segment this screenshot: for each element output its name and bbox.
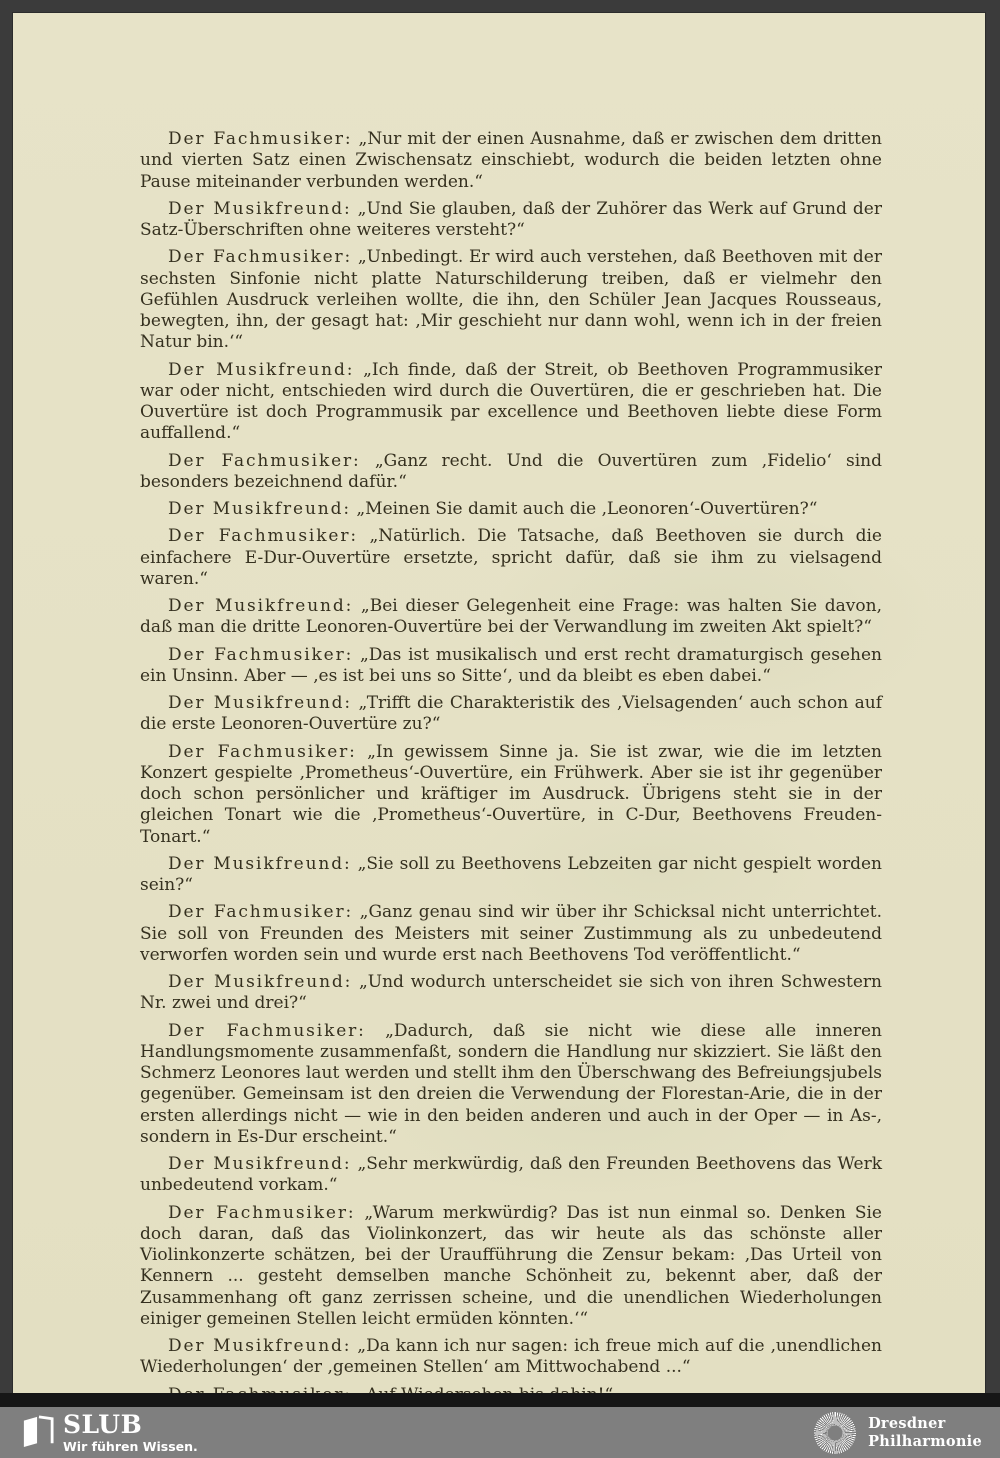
speaker-name: Der Musikfreund: [168,1336,352,1356]
speaker-name: Der Fachmusiker: [168,450,361,471]
speech-text: „Dadurch, daß sie nicht wie diese alle inneren Handlungsmomente zusammenfaßt, sondern die Handlung nur skizziert. Sie läßt den Schmerz Leonores laut werden und stellt ihm den Überschwang des Befreiungsjubels gegenüber. Gemeinsam ist den dreien die Verwendung der Florestan-Arie, die in der ersten allerdings nicht — wie in den beiden anderen und auch in der Oper — in As-, sondern in Es-Dur erscheint.“ [140,1020,882,1147]
dialogue-paragraph [140,451,882,494]
speech-text: „Bei dieser Gelegenheit eine Frage: was halten Sie davon, daß man die dritte Leonoren-Ouvertüre bei der Verwandlung im zweiten Akt spielt?“ [140,596,882,638]
dialogue-paragraph [140,1203,882,1331]
speech-text: „Ganz recht. Und die Ouvertüren zum ‚Fidelio‘ sind besonders bezeichnend dafür.“ [140,450,882,492]
dialogue-paragraph [140,854,882,897]
speech-text: „In gewissem Sinne ja. Sie ist zwar, wie die im letzten Konzert gespielte ‚Prometheus‘-Ouvertüre, ein Frühwerk. Aber sie ist ihr gegenüber doch schon persönlicher und kräftiger im Ausdruck. Übrigens steht sie in der gleichen Tonart wie die ‚Prometheus‘-Ouvertüre, in C-Dur, Beethovens Freuden-Tonart.“ [140,741,882,847]
dialogue-paragraph [140,247,882,353]
dialogue-paragraph [140,742,882,848]
speaker-name: Der Fachmusiker: [168,526,358,547]
speaker-name: Der Musikfreund: [168,499,351,519]
speaker-name: Der Fachmusiker: [168,1020,366,1041]
speaker-name: Der Musikfreund: [168,198,352,219]
speaker-name: Der Fachmusiker: [168,247,353,268]
speaker-name: Der Fachmusiker: [168,1202,356,1223]
slub-wordmark: SLUB [63,1409,143,1439]
dialogue-paragraph [140,1336,882,1379]
speaker-name: Der Musikfreund: [168,1154,352,1174]
speech-text: „Das ist musikalisch und erst recht dramaturgisch gesehen ein Unsinn. Aber — ‚es ist bei uns so Sitte‘, und da bleibt es eben dabei.“ [140,644,882,686]
speech-text: „Ganz genau sind wir über ihr Schicksal nicht unterrichtet. Sie soll von Freunden des Meisters mit seiner Zustimmung als zu unbedeutend verworfen worden sein und wurde erst nach Beethovens Tod veröffentlicht.“ [140,902,882,965]
speaker-name: Der Musikfreund: [168,972,353,992]
speaker-name: Der Fachmusiker: [168,129,353,149]
speaker-name: Der Musikfreund: [168,693,353,713]
slub-tagline: Wir führen Wissen. [63,1438,198,1454]
dialogue-paragraph [140,596,882,639]
scan-bottom-strip [0,1393,1000,1407]
dresdner-philharmonie-logo[interactable] [814,1412,982,1454]
dialogue-paragraph [140,499,882,520]
speech-text: „Warum merkwürdig? Das ist nun einmal so. Denken Sie doch daran, daß das Violinkonzert, das wir heute als das schönste aller Violinkonzerte schätzen, bei der Uraufführung die Zensur bekam: ‚Das Urteil von Kennern ... gesteht demselben manche Schönheit zu, bekennt aber, daß der Zusammenhang oft ganz zerrissen scheine, und die unendlichen Wiederholungen einiger gemeinen Stellen leicht ermüden könnten.‘“ [140,1202,882,1329]
viewer-footer [0,1407,1000,1458]
dp-line2: Philharmonie [868,1432,982,1450]
speech-text: „Und Sie glauben, daß der Zuhörer das Werk auf Grund der Satz-Überschriften ohne weiteres versteht?“ [140,198,882,240]
dp-line1: Dresdner [868,1415,946,1433]
speech-text: „Ich finde, daß der Streit, ob Beethoven Programmusiker war oder nicht, entschieden wird durch die Ouvertüren, die er geschrieben hat. Die Ouvertüre ist doch Programmusik par excellence und Beethoven liebte diese Form auffallend.“ [140,359,882,444]
starburst-icon [814,1412,856,1454]
speaker-name: Der Fachmusiker: [168,644,354,665]
dialogue-paragraph [140,1021,882,1149]
speaker-name: Der Musikfreund: [168,596,354,616]
speech-text: „Sehr merkwürdig, daß den Freunden Beethovens das Werk unbedeutend vorkam.“ [140,1154,882,1196]
speaker-name: Der Musikfreund: [168,359,355,380]
dialogue-paragraph [140,129,882,193]
speech-text: „Da kann ich nur sagen: ich freue mich auf die ‚unendlichen Wiederholungen‘ der ‚gemeinen Stellen‘ am Mittwochabend ...“ [140,1336,883,1378]
speech-text: „Natürlich. Die Tatsache, daß Beethoven sie durch die einfachere E-Dur-Ouvertüre ersetzte, spricht dafür, daß sie ihm zu vielsagend waren.“ [140,526,882,589]
speech-text: „Sie soll zu Beethovens Lebzeiten gar nicht gespielt worden sein?“ [140,853,882,895]
speech-text: „Nur mit der einen Ausnahme, daß er zwischen dem dritten und vierten Satz einen Zwischensatz einschiebt, wodurch die beiden letzten ohne Pause miteinander verbunden werden.“ [140,129,882,192]
dialogue-paragraph [140,972,882,1015]
speech-text: „Meinen Sie damit auch die ‚Leonoren‘-Ouvertüren?“ [350,499,818,519]
speech-text: „Und wodurch unterscheidet sie sich von ihren Schwestern Nr. zwei und drei?“ [140,972,882,1014]
slub-logo[interactable] [22,1409,198,1454]
dialogue-paragraph [140,902,882,966]
slub-book-icon [22,1414,54,1448]
dialogue-text [140,129,882,1441]
speaker-name: Der Fachmusiker: [168,741,357,762]
speaker-name: Der Musikfreund: [168,853,352,874]
dialogue-paragraph [140,199,882,242]
document-page [13,13,985,1393]
dialogue-paragraph [140,645,882,688]
speech-text: „Unbedingt. Er wird auch verstehen, daß Beethoven mit der sechsten Sinfonie nicht platte Naturschilderung treiben, daß er vielmehr den Gefühlen Ausdruck verleihen wollte, die ihn, den Schüler Jean Jacques Rousseaus, bewegten, ihn, der gesagt hat: ‚Mir geschieht nur dann wohl, wenn ich in der freien Natur bin.‘“ [140,247,882,353]
dialogue-paragraph [140,693,882,736]
speaker-name: Der Fachmusiker: [168,902,354,923]
speech-text: „Trifft die Charakteristik des ‚Vielsagenden‘ auch schon auf die erste Leonoren-Ouvertüre zu?“ [140,693,882,735]
dresdner-philharmonie-wordmark [868,1415,982,1450]
dialogue-paragraph [140,526,882,590]
dialogue-paragraph [140,360,882,445]
dialogue-paragraph [140,1154,882,1197]
